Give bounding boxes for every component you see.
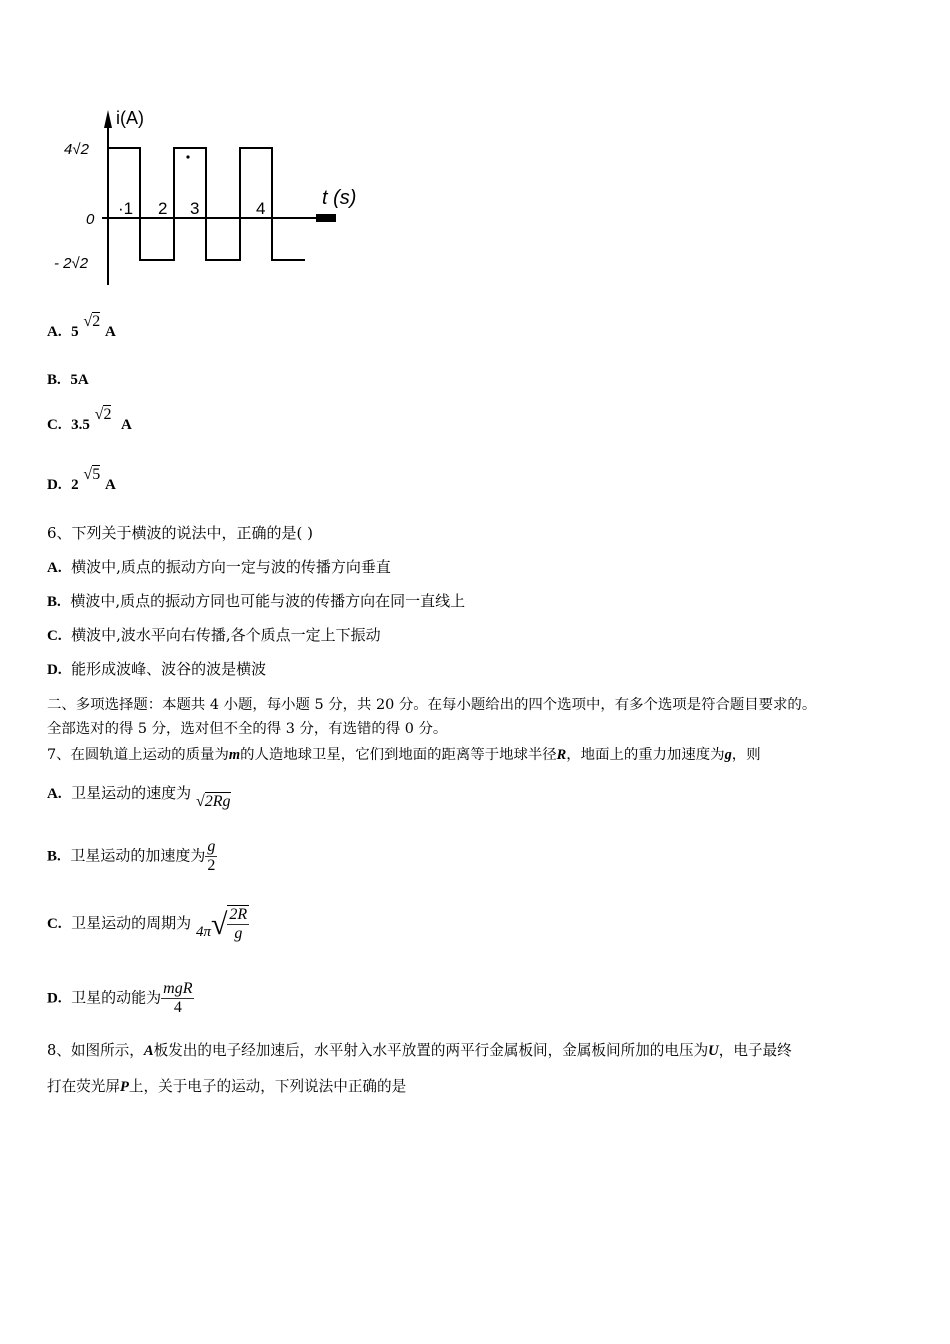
q5-option-a[interactable]: A. 5 √2 A xyxy=(47,313,116,340)
q8-stem-line2: 打在荧光屏P上，关于电子的运动，下列说法中正确的是 xyxy=(47,1078,407,1095)
q5-option-c[interactable]: C. 3.5 √2 A xyxy=(47,406,132,433)
q5-option-d[interactable]: D. 2 √5 A xyxy=(47,466,116,493)
q6-option-b[interactable]: B. 横波中,质点的振动方同也可能与波的传播方向在同一直线上 xyxy=(47,592,466,610)
q6-option-c[interactable]: C. 横波中,波水平向右传播,各个质点一定上下振动 xyxy=(47,626,381,644)
q7-option-d[interactable]: D. 卫星的动能为 $\frac{\text{mgR}}{4}$ xyxy=(47,980,193,1016)
q6-option-d[interactable]: D. 能形成波峰、波谷的波是横波 xyxy=(47,660,267,678)
sqrt-expr: √2 xyxy=(83,313,101,330)
y-tick-top: 4√2 xyxy=(64,141,89,158)
q7-stem: 7、在圆轨道上运动的质量为m的人造地球卫星，它们到地面的距离等于地球半径R，地面上的重力加速度为g，则 xyxy=(47,747,761,763)
section2-heading-line1: 二、多项选择题：本题共 4 小题，每小题 5 分，共 20 分。在每小题给出的四个选项中，有多个选项是符合题目要求的。 xyxy=(47,697,817,713)
x-tick-3: 3 xyxy=(190,199,200,218)
sqrt-expr: √2 xyxy=(94,406,112,423)
q7-option-c[interactable]: C. 卫星运动的周期为 4π√ $\frac{2R}{g}$ xyxy=(47,906,248,942)
sqrt-expr: √2Rg xyxy=(195,793,231,810)
fraction: $\frac{\text{mgR}}{4}$ xyxy=(163,980,193,1016)
section2-heading-line2: 全部选对的得 5 分，选对但不全的得 3 分，有选错的得 0 分。 xyxy=(47,721,448,737)
y-axis-label: i(A) xyxy=(116,108,144,128)
sqrt-expr: √5 xyxy=(83,466,101,483)
current-time-graph xyxy=(40,100,390,300)
q5-option-b[interactable]: B. 5A xyxy=(47,372,89,388)
x-tick-4: 4 xyxy=(256,199,266,218)
q6-option-a[interactable]: A. 横波中,质点的振动方向一定与波的传播方向垂直 xyxy=(47,558,391,576)
y-tick-bottom: - 2√2 xyxy=(54,255,89,272)
q7-option-a[interactable]: A. 卫星运动的速度为 √2Rg xyxy=(47,784,231,810)
x-tick-1: ·1 xyxy=(118,199,134,218)
fraction: $\frac{g}{2}$ xyxy=(207,838,216,874)
q6-stem: 6、下列关于横波的说法中，正确的是( ) xyxy=(47,524,314,542)
q8-stem-line1: 8、如图所示，A板发出的电子经加速后，水平射入水平放置的两平行金属板间，金属板间所加的电压为U，电子最终 xyxy=(47,1042,792,1059)
y-tick-zero: 0 xyxy=(86,211,95,228)
q7-option-b[interactable]: B. 卫星运动的加速度为 $\frac{g}{2}$ xyxy=(47,838,216,874)
fraction: $\frac{2R}{g}$ xyxy=(229,906,248,942)
x-axis-label: t (s) xyxy=(322,187,357,209)
x-tick-2: 2 xyxy=(158,199,168,218)
